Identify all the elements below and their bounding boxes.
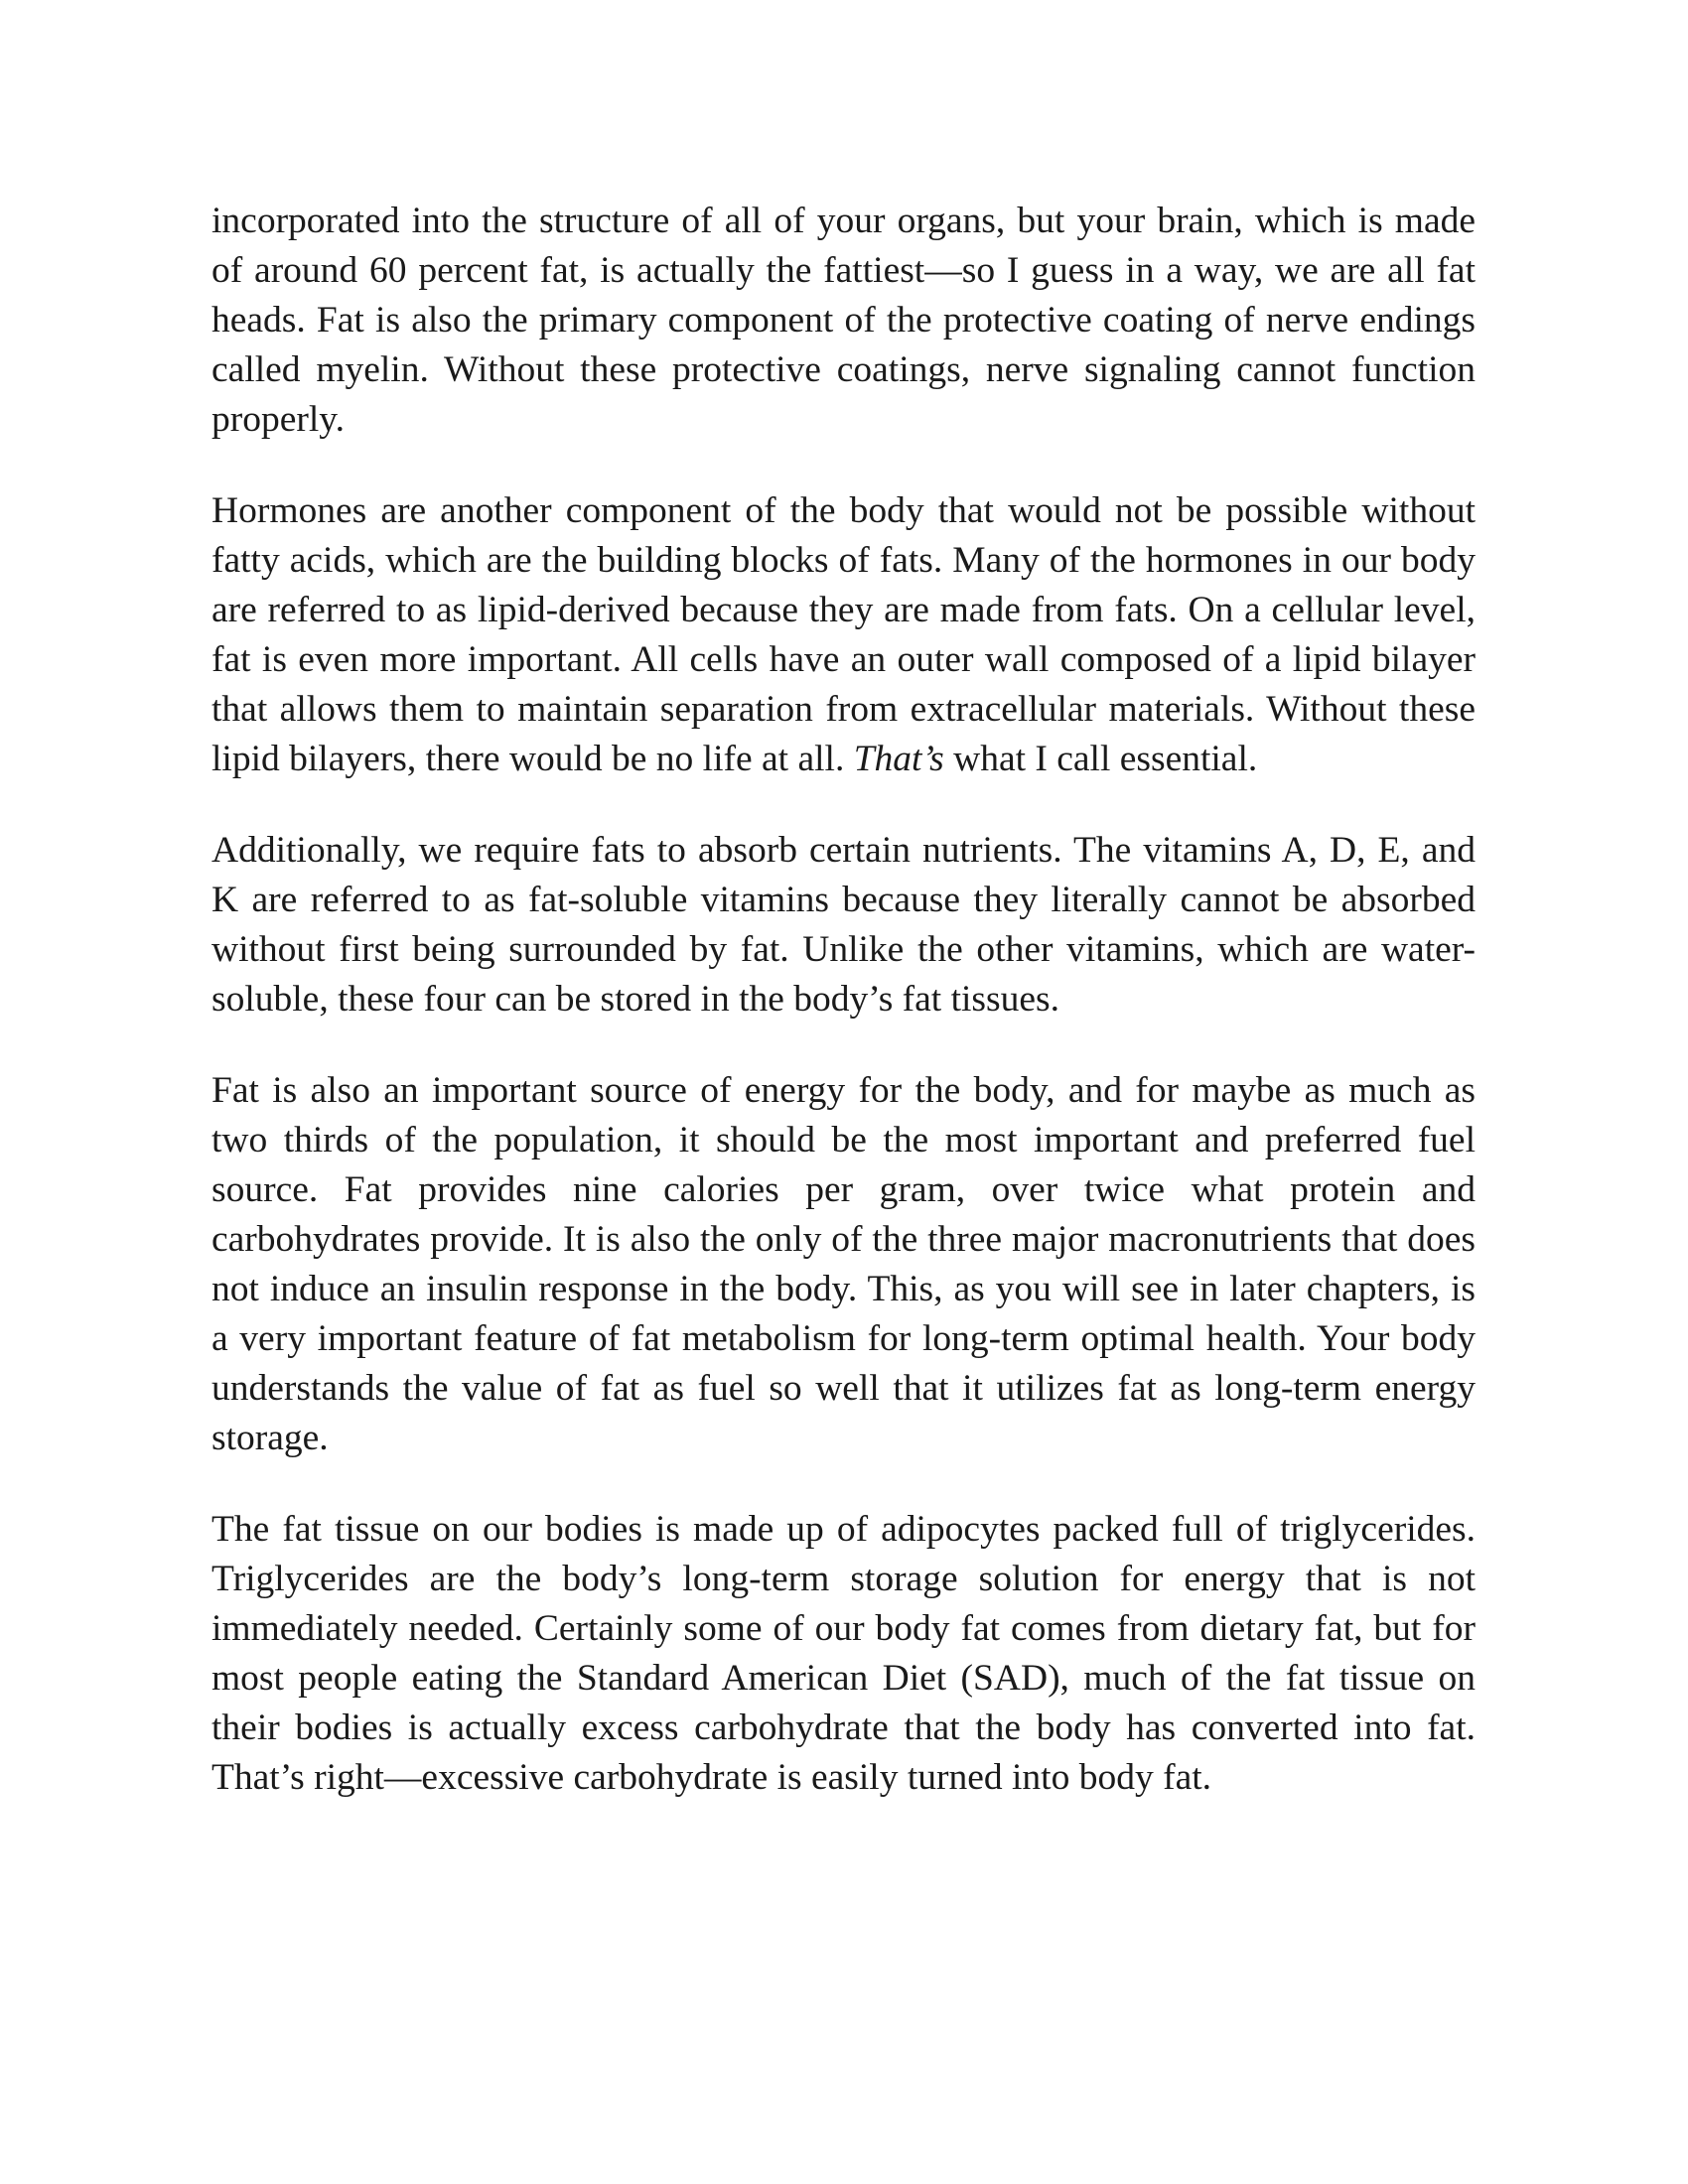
paragraph-hormones: [211, 486, 1476, 784]
paragraph-hormones-text: Hormones are another component of the body that would not be possible without fatty acids, which are the building blocks of fats. Many of the hormones in our body are referred to as lipid-derived because they are made from fats. On a cellular level, fat is even more important. All cells have an outer wall composed of a lipid bilayer that allows them to maintain separation from extracellular materials. Without these lipid bilayers, there would be no life at all.: [211, 490, 1476, 779]
paragraph-brain-fat: incorporated into the structure of all of your organs, but your brain, which is made of around 60 percent fat, is actually the fattiest—so I guess in a way, we are all fat heads. Fat is also the primary component of the protective coating of nerve endings called myelin. Without these protective coatings, nerve signaling cannot function properly.: [211, 201, 1476, 440]
paragraph-vitamins: Additionally, we require fats to absorb certain nutrients. The vitamins A, D, E, and K are referred to as fat-soluble vitamins because they literally cannot be absorbed without first being surrounded by fat. Unlike the other vitamins, which are water-soluble, these four can be stored in the body’s fat tissues.: [211, 830, 1476, 1020]
paragraph-fat-tissue: The fat tissue on our bodies is made up of adipocytes packed full of triglycerides. Triglycerides are the body’s long-term storage solution for energy that is not immediately needed. Certainly some of our body fat comes from dietary fat, but for most people eating the Standard American Diet (SAD), much of the fat tissue on their bodies is actually excess carbohydrate that the body has converted into fat. That’s right—excessive carbohydrate is easily turned into body fat.: [211, 1509, 1476, 1798]
paragraph-hormones-tail: what I call essential.: [943, 739, 1258, 779]
document-page: [211, 197, 1476, 1803]
paragraph-energy: Fat is also an important source of energy for the body, and for maybe as much as two thirds of the population, it should be the most important and preferred fuel source. Fat provides nine calories per gram, over twice what protein and carbohydrates provide. It is also the only of the three major macronutrients that does not induce an insulin response in the body. This, as you will see in later chapters, is a very important feature of fat metabolism for long-term optimal health. Your body understands the value of fat as fuel so well that it utilizes fat as long-term energy storage.: [211, 1070, 1476, 1458]
emphasis-thats: That’s: [853, 739, 944, 779]
